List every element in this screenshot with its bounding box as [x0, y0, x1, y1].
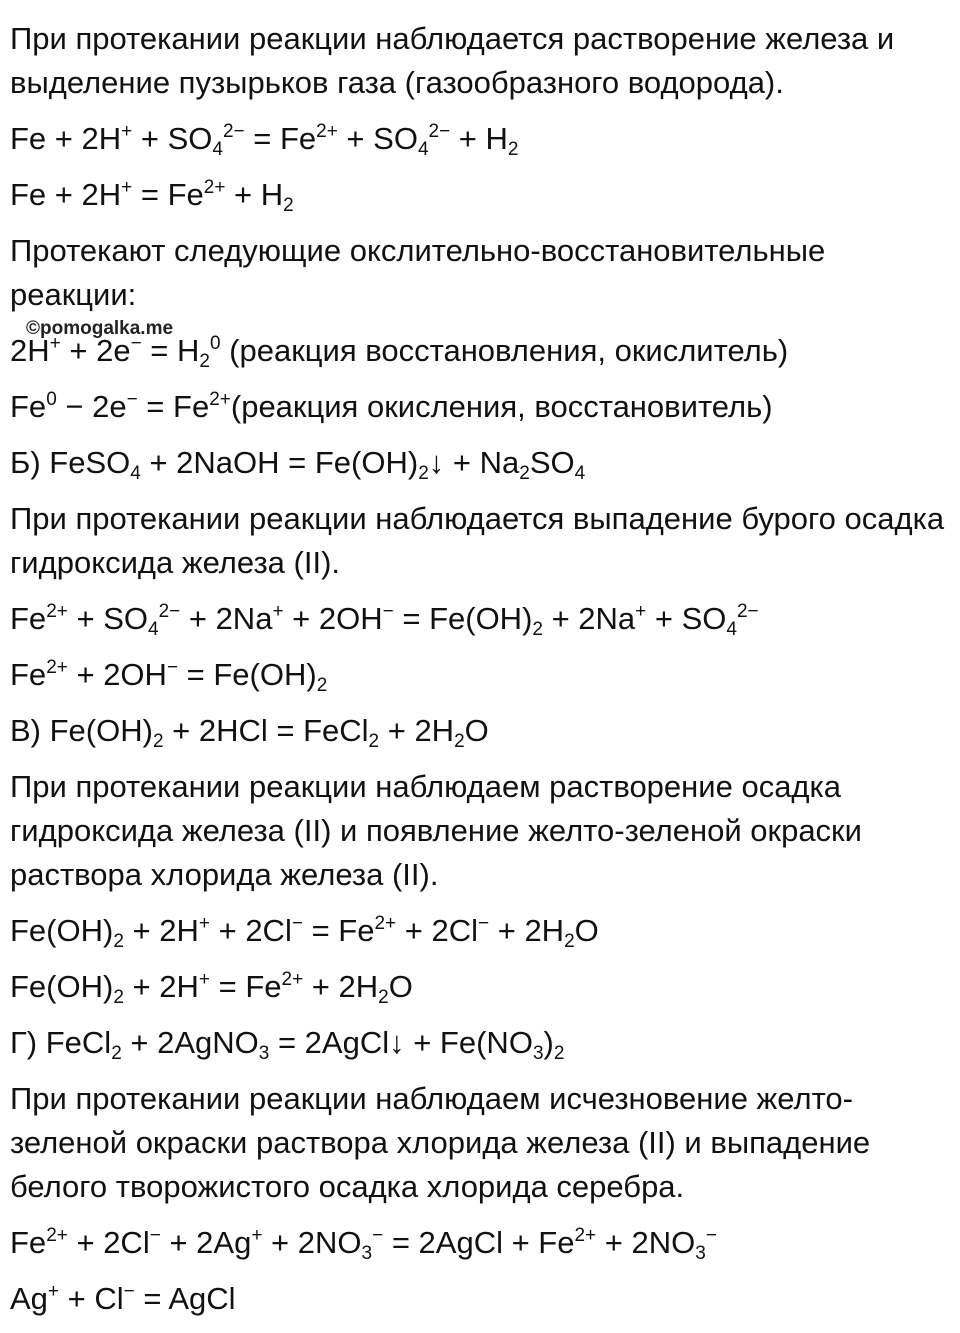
equation-text: + 2H: [379, 713, 455, 748]
equation-text: = Fe(OH): [393, 601, 533, 636]
equation-6: [10, 597, 950, 641]
equation-text: + SO: [67, 601, 148, 636]
subscript: 2: [316, 675, 328, 696]
equation-text: Fe(OH): [10, 913, 114, 948]
subscript: 4: [212, 139, 223, 160]
equation-13: [10, 1277, 950, 1321]
equation-text: + 2H: [123, 969, 199, 1004]
equation-text: ): [543, 1025, 554, 1060]
equation-text: = AgCl: [134, 1281, 236, 1316]
subscript: 2: [418, 463, 429, 484]
superscript: −: [291, 913, 303, 934]
equation-text: = Fe: [132, 177, 204, 212]
subscript: 4: [574, 463, 586, 484]
subscript: 3: [258, 1043, 270, 1064]
equation-2: [10, 173, 950, 217]
superscript: 2+: [46, 601, 68, 622]
paragraph-3: При протекании реакции наблюдается выпадение бурого осадка гидроксида железа (II).: [10, 501, 945, 580]
subscript: 4: [726, 619, 737, 640]
subscript: 2: [564, 931, 575, 952]
equation-4: [10, 385, 950, 429]
subscript: 3: [532, 1043, 544, 1064]
subscript: 2: [199, 351, 210, 372]
paragraph-5: При протекании реакции наблюдаем исчезновение желто-зеленой окраски раствора хлорида железа (II) и выпадение белого творожистого осадка хлорида серебра.: [10, 1081, 871, 1204]
equation-text: = H: [141, 333, 200, 368]
superscript: +: [121, 121, 133, 142]
superscript: −: [705, 1225, 717, 1246]
equation-text: 2H: [10, 333, 50, 368]
watermark: ©pomogalka.me: [26, 318, 174, 339]
equation-text: + H: [225, 177, 284, 212]
subscript: 3: [361, 1243, 373, 1264]
equation-text: (реакция восстановления, окислитель): [220, 333, 789, 368]
superscript: 2+: [209, 389, 231, 410]
superscript: 2−: [158, 601, 181, 622]
superscript: −: [382, 601, 394, 622]
superscript: +: [251, 1225, 263, 1246]
equation-text: Fe + 2H: [10, 177, 122, 212]
superscript: 2−: [222, 121, 245, 142]
superscript: −: [149, 1225, 161, 1246]
equation-text: O: [388, 969, 413, 1004]
superscript: 2+: [203, 177, 226, 198]
equation-text: + 2Na: [542, 601, 636, 636]
superscript: +: [47, 1281, 60, 1302]
subscript: 3: [695, 1243, 706, 1264]
superscript: −: [166, 657, 179, 678]
equation-text: = Fe: [302, 913, 375, 948]
equation-text: + SO: [646, 601, 727, 636]
subscript: 2: [152, 731, 164, 752]
subscript: 2: [283, 195, 294, 216]
superscript: 2+: [574, 1225, 597, 1246]
superscript: −: [478, 913, 490, 934]
superscript: −: [130, 333, 142, 354]
equation-text: O: [574, 913, 599, 948]
subscript: 2: [113, 987, 124, 1008]
equation-10: [10, 965, 950, 1009]
subscript: 2: [532, 619, 543, 640]
equation-text: + 2HCl = FeCl: [163, 713, 369, 748]
document-body: [10, 17, 950, 1333]
equation-text: = Fe: [244, 121, 317, 156]
superscript: 2+: [46, 1225, 68, 1246]
equation-text: + 2Cl: [396, 913, 478, 948]
equation-text: + Cl: [59, 1281, 124, 1316]
superscript: −: [372, 1225, 384, 1246]
equation-text: + 2AgNO: [121, 1025, 259, 1060]
superscript: +: [635, 601, 647, 622]
equation-text: + 2Ag: [160, 1225, 252, 1260]
subscript: 2: [111, 1043, 122, 1064]
equation-text: Fe + 2H: [10, 121, 122, 156]
equation-text: SO: [529, 445, 575, 480]
equation-text: + 2Na: [180, 601, 273, 636]
superscript: 2−: [736, 601, 759, 622]
superscript: 2−: [428, 121, 451, 142]
paragraph-2: Протекают следующие окслительно-восстановительные реакции:: [10, 233, 826, 312]
superscript: −: [126, 389, 138, 410]
equation-text: Б) FeSO: [10, 445, 131, 480]
equation-text: В) Fe(OH): [10, 713, 153, 748]
equation-text: + 2Cl: [209, 913, 292, 948]
equation-text: − 2e: [56, 389, 127, 424]
subscript: 4: [417, 139, 429, 160]
equation-text: O: [464, 713, 489, 748]
equation-text: ↓ + Na: [428, 445, 520, 480]
equation-text: Ag: [10, 1281, 48, 1316]
equation-text: Fe: [10, 1225, 47, 1260]
paragraph-4: При протекании реакции наблюдаем растворение осадка гидроксида железа (II) и появление желто-зеленой окраски раствора хлорида железа (II).: [10, 769, 862, 892]
equation-text: (реакция окисления, восстановитель): [230, 389, 773, 424]
subscript: 4: [147, 619, 159, 640]
equation-text: + 2H: [303, 969, 379, 1004]
subscript: 2: [553, 1043, 565, 1064]
superscript: 2+: [281, 969, 304, 990]
equation-12: [10, 1221, 950, 1265]
equation-11: [10, 1021, 950, 1065]
equation-text: + SO: [132, 121, 213, 156]
equation-text: Fe: [10, 657, 47, 692]
superscript: 2+: [316, 121, 338, 142]
subscript: 2: [368, 731, 380, 752]
superscript: −: [123, 1281, 135, 1302]
superscript: +: [272, 601, 284, 622]
equation-9: [10, 909, 950, 953]
equation-text: + 2Cl: [67, 1225, 150, 1260]
equation-text: Г) FeCl: [10, 1025, 112, 1060]
equation-7: [10, 653, 950, 697]
equation-text: + 2OH: [67, 657, 167, 692]
superscript: +: [49, 333, 61, 354]
equation-text: = Fe(OH): [178, 657, 317, 692]
equation-text: = 2AgCl + Fe: [383, 1225, 575, 1260]
equation-text: Fe: [10, 601, 47, 636]
equation-text: + 2NO: [262, 1225, 362, 1260]
equation-1: [10, 117, 950, 161]
superscript: 2+: [46, 657, 68, 678]
subscript: 2: [378, 987, 389, 1008]
paragraph-1: При протекании реакции наблюдается растворение железа и выделение пузырьков газа (газообразного водорода).: [10, 21, 895, 100]
subscript: 2: [454, 731, 465, 752]
equation-text: = Fe: [137, 389, 210, 424]
superscript: 0: [209, 333, 221, 354]
equation-text: + 2e: [60, 333, 131, 368]
superscript: 2+: [374, 913, 397, 934]
superscript: +: [198, 913, 210, 934]
subscript: 2: [519, 463, 530, 484]
superscript: +: [198, 969, 210, 990]
equation-text: Fe(OH): [10, 969, 114, 1004]
equation-text: + 2NO: [596, 1225, 696, 1260]
equation-text: = 2AgCl↓ + Fe(NO: [269, 1025, 533, 1060]
equation-text: + SO: [337, 121, 418, 156]
equation-text: = Fe: [209, 969, 282, 1004]
equation-text: + 2H: [123, 913, 199, 948]
subscript: 2: [113, 931, 124, 952]
subscript: 2: [507, 139, 519, 160]
superscript: 0: [46, 389, 57, 410]
equation-text: Fe: [10, 389, 47, 424]
equation-8: [10, 709, 950, 753]
equation-text: + 2NaOH = Fe(OH): [140, 445, 419, 480]
equation-text: + 2H: [489, 913, 565, 948]
equation-text: + H: [450, 121, 508, 156]
subscript: 4: [130, 463, 141, 484]
equation-5: [10, 441, 950, 485]
superscript: +: [121, 177, 133, 198]
equation-text: + 2OH: [283, 601, 383, 636]
